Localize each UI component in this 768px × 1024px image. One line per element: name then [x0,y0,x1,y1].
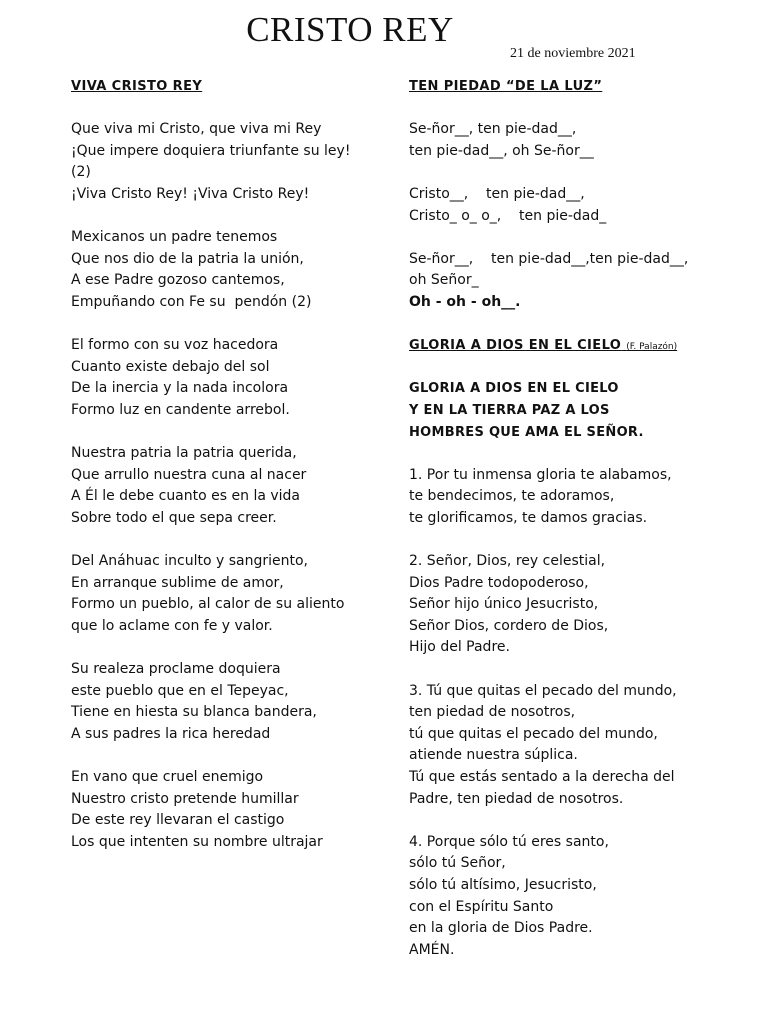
song-heading-viva-cristo-rey: VIVA CRISTO REY [71,79,203,94]
lyric-line: oh Señor_ [409,272,479,289]
song-heading-ten-piedad: TEN PIEDAD “DE LA LUZ” [409,79,603,94]
lyric-line: con el Espíritu Santo [409,898,554,915]
lyric-line: En vano que cruel enemigo [71,769,264,785]
piedad-stanza-2 [409,184,749,227]
lyric-line: A Él le debe cuanto es en la vida [71,488,300,505]
lyric-line: Empuñando con Fe su pendón (2) [71,293,312,310]
lyric-line: Los que intenten su nombre ultrajar [71,833,323,850]
lyric-line: Sobre todo el que sepa creer. [71,509,277,526]
refrain-line: GLORIA A DIOS EN EL CIELO [409,381,619,397]
lyric-line: ¡Que impere doquiera triunfante su ley! [71,142,351,159]
stanza [71,335,381,421]
lyric-line: A ese Padre gozoso cantemos, [71,272,285,289]
lyric-line: Señor Dios, cordero de Dios, [409,617,609,634]
lyric-line: Formo un pueblo, al calor de su aliento [71,596,345,613]
lyric-line: (2) [71,164,91,181]
lyric-line: tú que quitas el pecado del mundo, [409,725,658,742]
stanza [409,465,749,530]
lyric-line: Cristo_ o_ o_, ten pie-dad_ [409,207,607,224]
document-date: 21 de noviembre 2021 [510,46,636,61]
lyric-line: En arranque sublime de amor, [71,574,284,591]
lyric-line: Formo luz en candente arrebol. [71,401,290,418]
lyric-line: Dios Padre todopoderoso, [409,574,589,591]
lyric-line: atiende nuestra súplica. [409,747,578,764]
lyric-line: Señor hijo único Jesucristo, [409,596,599,613]
lyric-line: Tiene en hiesta su blanca bandera, [71,704,317,721]
lyric-line: 4. Porque sólo tú eres santo, [409,833,609,850]
right-column [409,76,749,983]
stanza [71,443,381,529]
left-column [71,76,381,875]
lyric-line: Se-ñor__, ten pie-dad__,ten pie-dad__, [409,250,689,267]
lyric-line: Que arrullo nuestra cuna al nacer [71,466,307,483]
lyric-line: 3. Tú que quitas el pecado del mundo, [409,682,677,699]
lyric-line: El formo con su voz hacedora [71,337,279,354]
lyric-line: AMÉN. [409,941,455,958]
stanza [71,551,381,637]
lyric-line: este pueblo que en el Tepeyac, [71,682,289,699]
lyric-line: 2. Señor, Dios, rey celestial, [409,553,606,570]
lyric-line: A sus padres la rica heredad [71,725,271,742]
stanza [409,551,749,659]
lyric-line: Su realeza proclame doquiera [71,661,281,678]
piedad-stanza-1 [409,119,749,162]
lyric-line-bold: Oh - oh - oh__. [409,293,521,310]
gloria-title: GLORIA A DIOS EN EL CIELO [409,338,622,354]
stanza [71,227,381,313]
stanza [71,767,381,853]
lyric-line: Que nos dio de la patria la unión, [71,250,304,267]
lyric-line: en la gloria de Dios Padre. [409,920,593,937]
lyric-line: ten pie-dad__, oh Se-ñor__ [409,142,594,159]
gloria-lyrics [409,465,749,962]
viva-cristo-rey-lyrics [71,119,381,853]
refrain-line: Y EN LA TIERRA PAZ A LOS [409,402,610,418]
lyric-line: Nuestro cristo pretende humillar [71,790,299,807]
lyric-line: Cuanto existe debajo del sol [71,358,270,375]
stanza [71,119,381,205]
refrain-line: HOMBRES QUE AMA EL SEÑOR. [409,424,644,440]
lyric-line: Padre, ten piedad de nosotros. [409,790,624,807]
lyric-line: Que viva mi Cristo, que viva mi Rey [71,121,322,138]
lyric-line: sólo tú altísimo, Jesucristo, [409,876,597,893]
lyric-line: ten piedad de nosotros, [409,704,576,721]
lyric-line: Se-ñor__, ten pie-dad__, [409,121,577,138]
lyric-line: te glorificamos, te damos gracias. [409,509,648,526]
song-heading-gloria [409,335,749,357]
lyric-line: te bendecimos, te adoramos, [409,488,615,505]
gloria-credit: (F. Palazón) [626,342,678,353]
lyric-line: De la inercia y la nada incolora [71,380,289,397]
stanza [409,681,749,811]
lyric-line: sólo tú Señor, [409,855,506,872]
stanza [409,832,749,962]
lyric-line: Nuestra patria la patria querida, [71,445,297,462]
lyric-line: ¡Viva Cristo Rey! ¡Viva Cristo Rey! [71,185,310,202]
gloria-refrain [409,378,749,443]
lyric-line: Hijo del Padre. [409,639,510,656]
piedad-stanza-3 [409,249,749,314]
lyric-line: Cristo__, ten pie-dad__, [409,185,585,202]
lyric-line: Mexicanos un padre tenemos [71,229,278,246]
stanza [71,659,381,745]
lyric-line: De este rey llevaran el castigo [71,812,285,829]
lyric-line: Del Anáhuac inculto y sangriento, [71,553,308,570]
lyric-line: Tú que estás sentado a la derecha del [409,769,675,785]
document-title: CRISTO REY [246,10,454,49]
lyric-line: que lo aclame con fe y valor. [71,617,273,634]
lyric-line: 1. Por tu inmensa gloria te alabamos, [409,466,672,483]
